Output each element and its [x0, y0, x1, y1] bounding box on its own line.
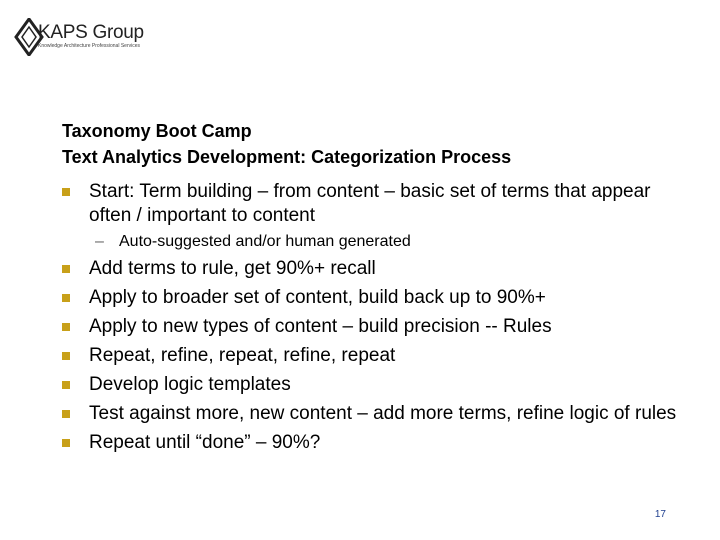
bullet-marker-icon: [62, 294, 70, 302]
bullet-item: [62, 180, 692, 228]
bullet-text: Repeat, refine, repeat, refine, repeat: [89, 345, 396, 366]
bullet-text: Add terms to rule, get 90%+ recall: [89, 258, 376, 279]
bullet-text: Test against more, new content – add more terms, refine logic of rules: [89, 403, 677, 424]
bullet-text: Start: Term building – from content – basic set of terms that appear often / important to content: [89, 181, 651, 226]
slide-title: [62, 118, 511, 170]
title-line-2: Text Analytics Development: Categorization Process: [62, 147, 512, 167]
sub-bullet-item: [62, 231, 692, 253]
bullet-marker-icon: [62, 323, 70, 331]
bullet-marker-icon: [62, 188, 70, 196]
kaps-logo: [14, 16, 154, 56]
logo-tagline: Knowledge Architecture Professional Services: [38, 43, 140, 49]
bullet-list: [62, 180, 692, 460]
bullet-text: Repeat until “done” – 90%?: [89, 432, 321, 453]
bullet-item: [62, 286, 692, 310]
bullet-text: Apply to new types of content – build precision -- Rules: [89, 316, 552, 337]
bullet-item: [62, 344, 692, 368]
bullet-item: [62, 431, 692, 455]
bullet-marker-icon: [62, 381, 70, 389]
title-line-1: Taxonomy Boot Camp: [62, 121, 252, 141]
bullet-marker-icon: [62, 265, 70, 273]
bullet-item: [62, 402, 692, 426]
bullet-marker-icon: [62, 352, 70, 360]
bullet-item: [62, 373, 692, 397]
bullet-text: Develop logic templates: [89, 374, 291, 395]
dash-marker-icon: –: [95, 233, 104, 250]
bullet-item: [62, 257, 692, 281]
logo-name: KAPS Group: [38, 22, 144, 43]
bullet-text: Apply to broader set of content, build back up to 90%+: [89, 287, 546, 308]
bullet-item: [62, 315, 692, 339]
page-number: 17: [654, 509, 666, 520]
bullet-marker-icon: [62, 439, 70, 447]
bullet-marker-icon: [62, 410, 70, 418]
sub-bullet-text: Auto-suggested and/or human generated: [119, 233, 411, 250]
